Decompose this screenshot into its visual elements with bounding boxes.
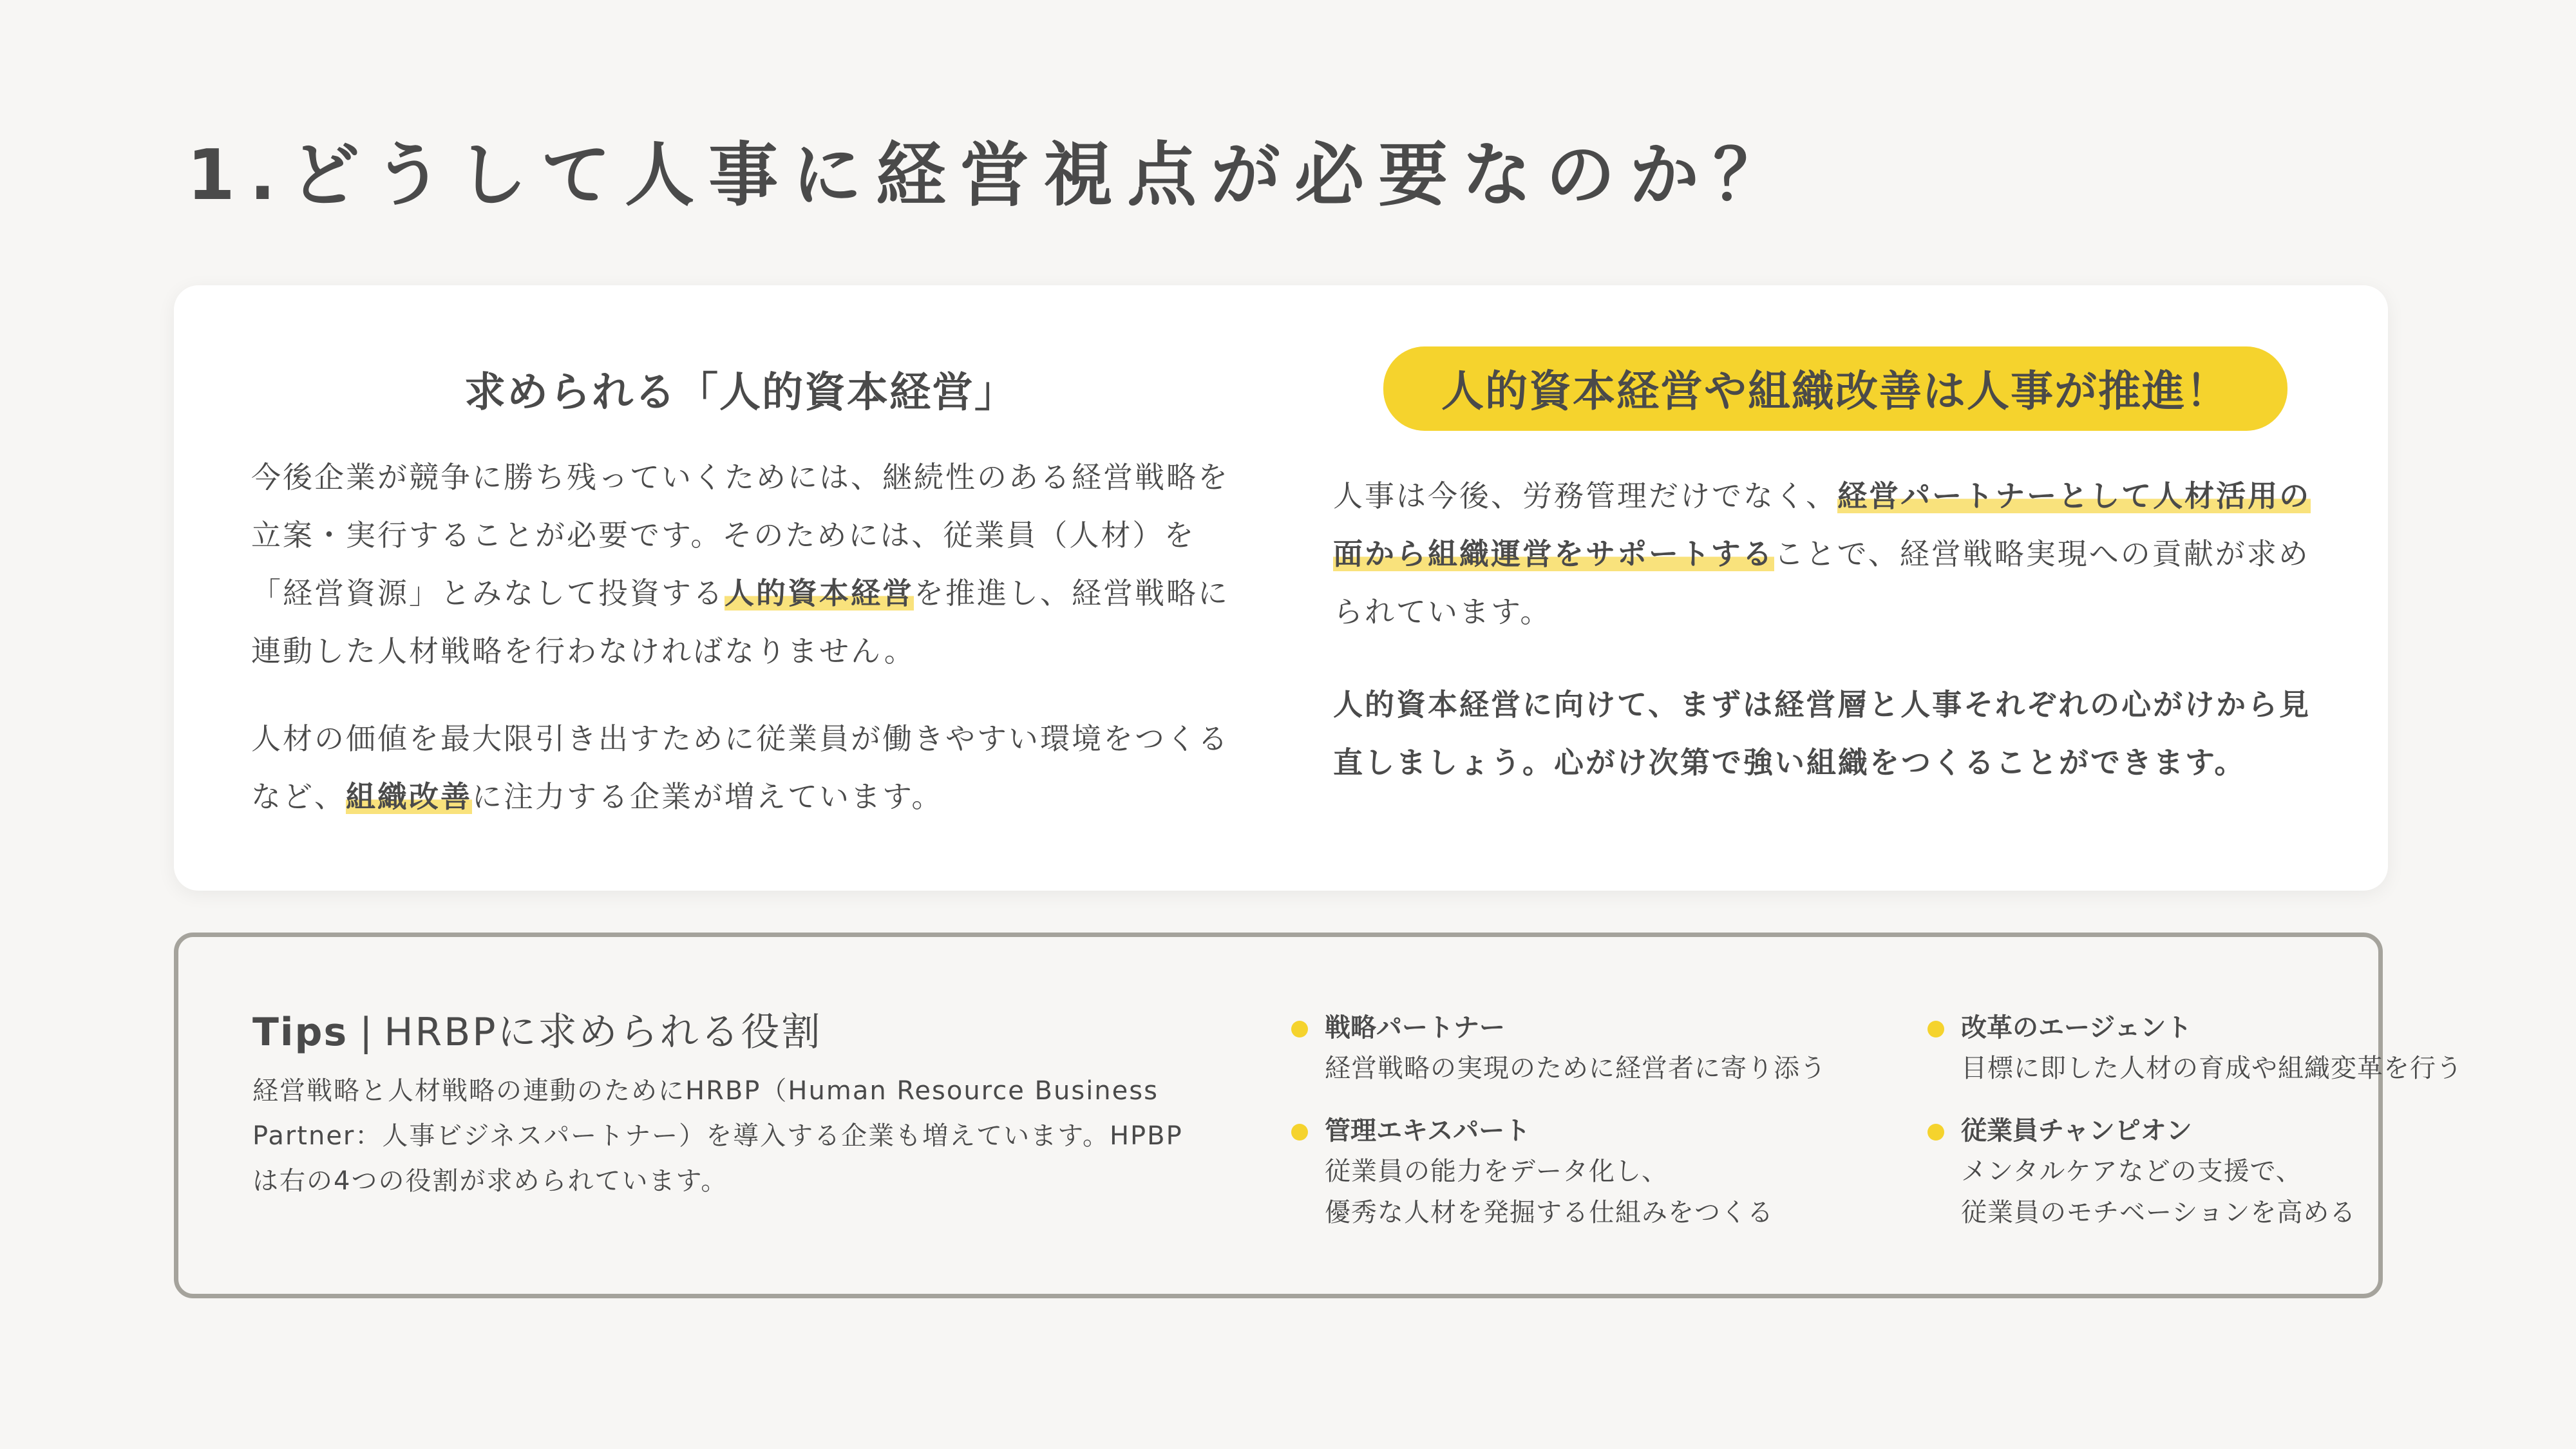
left-p1-text-a: 今後企業が競争に勝ち残っていくためには、継続性のある経営戦略を立案・実行することが必要です。そのためには、従業員（人材）を「経営資源」とみなして投資する [251, 460, 1229, 611]
left-p2-text-a: 人材の価値を最大限引き出すために従業員が働きやすい環境をつくるなど、 [251, 721, 1229, 814]
pill-wrapper [1333, 346, 2312, 431]
bullet-dot-icon [1927, 1021, 1944, 1037]
bullet-dot-icon [1291, 1124, 1308, 1141]
role-title: 管理エキスパート [1325, 1116, 1531, 1146]
role-desc-line-2: 従業員のモチベーションを高める [1961, 1198, 2356, 1227]
right-paragraph-1 [1333, 467, 2312, 641]
role-desc-line-1: 従業員の能力をデータ化し、 [1325, 1157, 1668, 1186]
hr-drives-pill: 人的資本経営や組織改善は人事が推進！ [1383, 346, 2287, 431]
role-title: 戦略パートナー [1325, 1013, 1505, 1043]
tips-separator: | [359, 1010, 373, 1055]
highlight-human-capital: 人的資本経営 [724, 576, 914, 611]
role-desc: 目標に即した人材の育成や組織変革を行う [1961, 1054, 2463, 1083]
right-p1-text-b: ことで、経営戦略実現への貢献が求められています。 [1333, 536, 2310, 629]
right-column [1333, 346, 2312, 791]
left-heading: 求められる「人的資本経営」 [464, 369, 1017, 417]
role-admin-expert [1325, 1111, 1943, 1233]
role-employee-champion [1961, 1111, 2576, 1233]
left-p2-text-b: に注力する企業が増えています。 [472, 779, 943, 814]
bullet-dot-icon [1291, 1021, 1308, 1037]
tips-title: HRBPに求められる役割 [384, 1010, 822, 1055]
role-desc-line-2: 優秀な人材を発掘する仕組みをつくる [1325, 1198, 1774, 1227]
role-change-agent [1961, 1008, 2576, 1089]
role-strategic-partner [1325, 1008, 1943, 1089]
role-desc-line-1: メンタルケアなどの支援で、 [1961, 1157, 2302, 1186]
main-card [174, 285, 2388, 891]
role-title: 改革のエージェント [1961, 1013, 2192, 1043]
tips-heading [252, 1001, 1186, 1057]
left-column [251, 359, 1230, 826]
highlight-business-partner: 経営パートナーとして人材活用の面から組織運営をサポートする [1333, 478, 2311, 571]
left-p1-text-b: を推進し、経営戦略に連動した人材戦略を行わなければなりません。 [251, 576, 1229, 668]
right-p1-text-a: 人事は今後、労務管理だけでなく、 [1333, 478, 1838, 513]
role-desc: 経営戦略の実現のために経営者に寄り添う [1325, 1054, 1826, 1083]
right-paragraph-2: 人的資本経営に向けて、まずは経営層と人事それぞれの心がけから見直しましょう。心がけ次第で強い組織をつくることができます。 [1333, 687, 2311, 780]
role-title: 従業員チャンピオン [1961, 1116, 2192, 1146]
highlight-org-improvement: 組織改善 [346, 779, 472, 814]
left-paragraph-2 [251, 710, 1230, 826]
bullet-dot-icon [1927, 1124, 1944, 1141]
tips-intro [252, 1001, 1186, 1204]
tips-label: Tips [252, 1010, 348, 1055]
page-title: 1.どうして人事に経営視点が必要なのか？ [187, 135, 1797, 216]
left-paragraph-1 [251, 448, 1230, 680]
tips-description: 経営戦略と人材戦略の連動のためにHRBP（Human Resource Business Partner：人事ビジネスパートナー）を導入する企業も増えています。HPBPは右の4つの役割が求められています。 [252, 1076, 1183, 1196]
tips-box [174, 933, 2463, 1298]
